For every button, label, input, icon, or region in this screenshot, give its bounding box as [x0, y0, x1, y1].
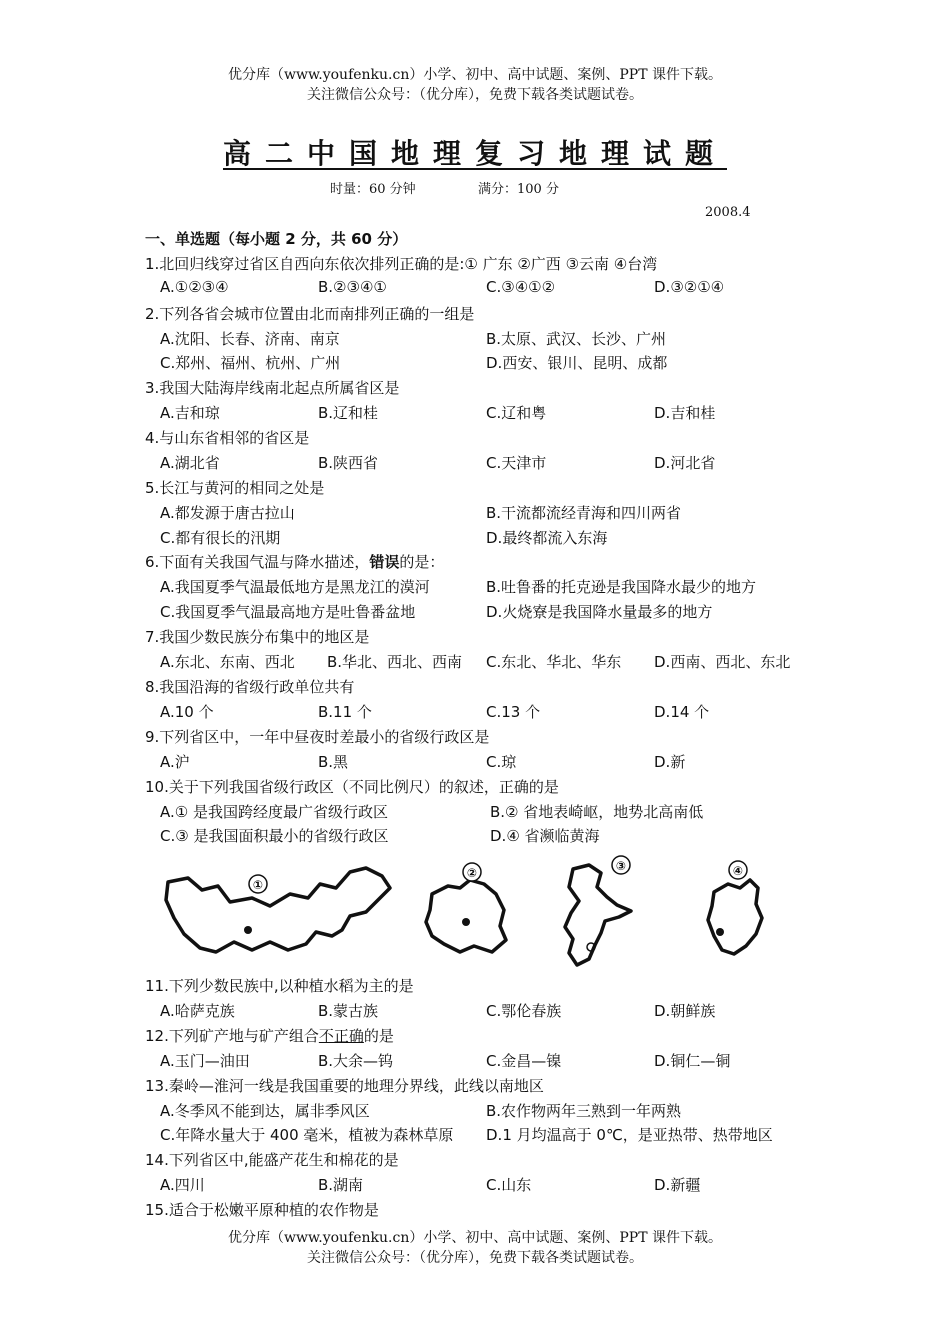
question-stem: 3.我国大陆海岸线南北起点所属省区是 [145, 379, 400, 397]
section-heading: 一、单选题（每小题 2 分，共 60 分） [145, 230, 408, 248]
question-stem: 15.适合于松嫩平原种植的农作物是 [145, 1201, 379, 1219]
option: D.西安、银川、昆明、成都 [486, 354, 668, 372]
option: A.沈阳、长春、济南、南京 [160, 330, 340, 348]
option: B.② 省地表崎岖，地势北高南低 [490, 803, 704, 821]
question-stem: 7.我国少数民族分布集中的地区是 [145, 628, 370, 646]
option: C.鄂伦春族 [486, 1002, 562, 1020]
option: B.②③④① [318, 278, 387, 296]
map-label: ③ [615, 859, 627, 873]
option: D.14 个 [654, 703, 710, 721]
option: C.③ 是我国面积最小的省级行政区 [160, 827, 389, 845]
option: A.沪 [160, 753, 190, 771]
header-line-1: 优分库（www.youfenku.cn）小学、初中、高中试题、案例、PPT 课件下载。 [227, 67, 722, 83]
option: A.吉和琼 [160, 404, 220, 422]
option: A.玉门—油田 [160, 1052, 250, 1070]
option: B.11 个 [318, 703, 372, 721]
option: A.哈萨克族 [160, 1002, 235, 1020]
option: C.山东 [486, 1176, 532, 1194]
option: B.干流都流经青海和四川两省 [486, 504, 682, 522]
option: C.13 个 [486, 703, 541, 721]
exam-score: 满分：100 分 [478, 182, 559, 197]
option: A.四川 [160, 1176, 205, 1194]
option: B.辽和桂 [318, 404, 379, 422]
question-stem: 1.北回归线穿过省区自西向东依次排列正确的是:① 广东 ②广西 ③云南 ④台湾 [145, 255, 658, 273]
option: C.③④①② [486, 278, 556, 296]
option: D.火烧寮是我国降水量最多的地方 [486, 603, 713, 621]
option: A.10 个 [160, 703, 214, 721]
map-label: ② [466, 866, 478, 880]
option: D.1 月均温高于 0℃，是亚热带、热带地区 [486, 1126, 773, 1144]
option: C.琼 [486, 753, 517, 771]
option: B.太原、武汉、长沙、广州 [486, 330, 667, 348]
option: C.年降水量大于 400 毫米，植被为森林草原 [160, 1126, 454, 1144]
option: B.吐鲁番的托克逊是我国降水最少的地方 [486, 578, 757, 596]
option: C.郑州、福州、杭州、广州 [160, 354, 341, 372]
province-map-2 [418, 860, 518, 965]
question-stem: 9.下列省区中，一年中昼夜时差最小的省级行政区是 [145, 728, 490, 746]
option: D.西南、西北、东北 [654, 653, 791, 671]
option: D.④ 省濒临黄海 [490, 827, 600, 845]
header-line-2: 关注微信公众号：（优分库），免费下载各类试题试卷。 [307, 87, 643, 103]
option: A.①②③④ [160, 278, 229, 296]
option: B.湖南 [318, 1176, 364, 1194]
option: C.辽和粤 [486, 404, 547, 422]
option: A.都发源于唐古拉山 [160, 504, 295, 522]
option: C.天津市 [486, 454, 547, 472]
province-map-3 [555, 855, 645, 973]
option: D.吉和桂 [654, 404, 716, 422]
question-stem: 8.我国沿海的省级行政单位共有 [145, 678, 355, 696]
option: A.湖北省 [160, 454, 220, 472]
option: B.大余—钨 [318, 1052, 394, 1070]
option: A.东北、东南、西北 [160, 653, 295, 671]
option: C.东北、华北、华东 [486, 653, 622, 671]
option: D.河北省 [654, 454, 716, 472]
option: B.农作物两年三熟到一年两熟 [486, 1102, 682, 1120]
option: D.朝鲜族 [654, 1002, 716, 1020]
option: C.金昌—镍 [486, 1052, 562, 1070]
question-stem: 13.秦岭—淮河一线是我国重要的地理分界线，此线以南地区 [145, 1077, 544, 1095]
page-title: 高二中国地理复习地理试题 [222, 137, 727, 170]
footer-line-1: 优分库（www.youfenku.cn）小学、初中、高中试题、案例、PPT 课件下载。 [227, 1230, 722, 1246]
option: D.最终都流入东海 [486, 529, 608, 547]
province-map-1 [160, 860, 400, 970]
option: D.铜仁—铜 [654, 1052, 731, 1070]
option: A.冬季风不能到达，属非季风区 [160, 1102, 370, 1120]
exam-time: 时量：60 分钟 [330, 182, 416, 197]
map-label: ④ [732, 864, 744, 878]
question-stem: 14.下列省区中,能盛产花生和棉花的是 [145, 1151, 399, 1169]
question-stem: 11.下列少数民族中,以种植水稻为主的是 [145, 977, 414, 995]
option: B.黑 [318, 753, 349, 771]
option: B.蒙古族 [318, 1002, 379, 1020]
option: C.我国夏季气温最高地方是吐鲁番盆地 [160, 603, 416, 621]
question-stem: 12.下列矿产地与矿产组合不正确的是 [145, 1027, 394, 1045]
option: A.① 是我国跨经度最广省级行政区 [160, 803, 388, 821]
option: A.我国夏季气温最低地方是黑龙江的漠河 [160, 578, 430, 596]
option: D.③②①④ [654, 278, 725, 296]
map-label: ① [252, 878, 264, 892]
question-stem: 5.长江与黄河的相同之处是 [145, 479, 325, 497]
question-stem: 6.下面有关我国气温与降水描述，错误的是： [145, 553, 445, 571]
question-stem: 4.与山东省相邻的省区是 [145, 429, 310, 447]
option: C.都有很长的汛期 [160, 529, 281, 547]
footer-line-2: 关注微信公众号：（优分库），免费下载各类试题试卷。 [307, 1250, 643, 1266]
option: D.新 [654, 753, 686, 771]
province-map-4 [700, 858, 780, 970]
exam-date: 2008.4 [705, 205, 751, 220]
question-stem: 2.下列各省会城市位置由北而南排列正确的一组是 [145, 305, 475, 323]
option: D.新疆 [654, 1176, 701, 1194]
question-stem: 10.关于下列我国省级行政区（不同比例尺）的叙述，正确的是 [145, 778, 559, 796]
option: B.华北、西北、西南 [327, 653, 463, 671]
option: B.陕西省 [318, 454, 379, 472]
